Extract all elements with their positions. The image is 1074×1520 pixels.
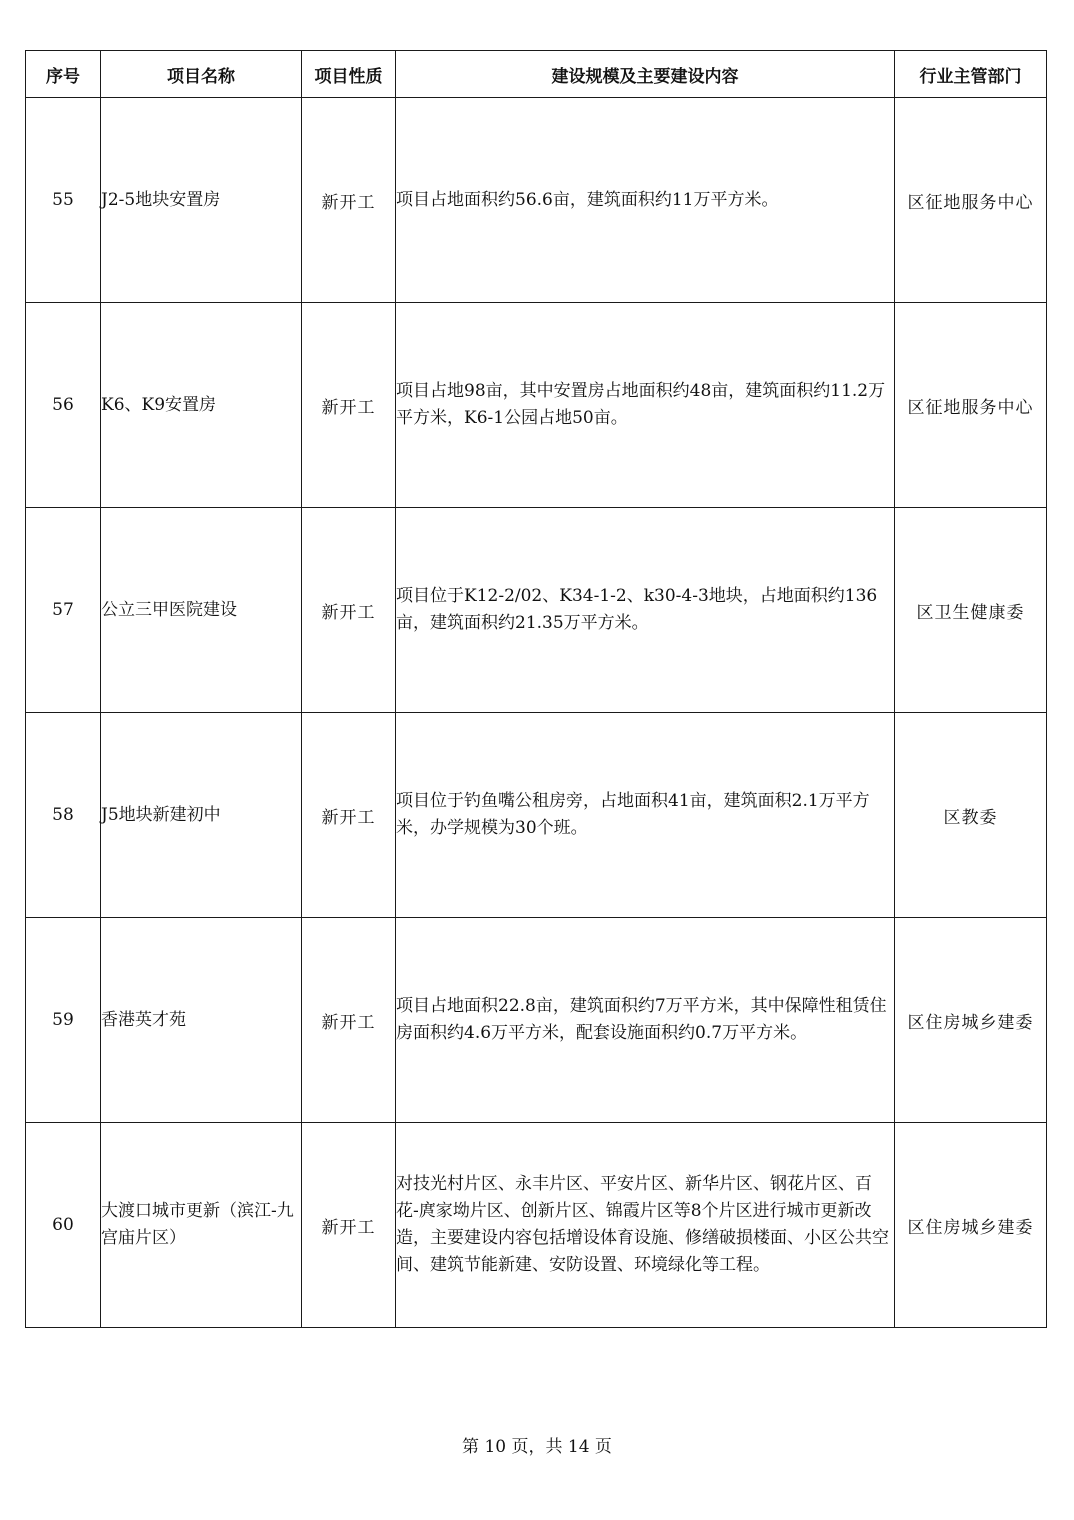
project-content: 项目位于钓鱼嘴公租房旁，占地面积41亩，建筑面积2.1万平方米，办学规模为30个班。 <box>396 713 895 918</box>
header-type: 项目性质 <box>302 51 396 98</box>
department: 区教委 <box>895 713 1047 918</box>
header-no: 序号 <box>26 51 101 98</box>
header-name: 项目名称 <box>101 51 302 98</box>
row-number: 56 <box>26 303 101 508</box>
project-content: 项目占地面积约56.6亩，建筑面积约11万平方米。 <box>396 98 895 303</box>
project-type: 新开工 <box>302 303 396 508</box>
header-row <box>26 51 1047 98</box>
department: 区征地服务中心 <box>895 98 1047 303</box>
table-row <box>26 303 1047 508</box>
department: 区住房城乡建委 <box>895 1123 1047 1328</box>
project-table <box>25 50 1047 1328</box>
project-type: 新开工 <box>302 713 396 918</box>
table-row <box>26 508 1047 713</box>
department: 区住房城乡建委 <box>895 918 1047 1123</box>
row-number: 57 <box>26 508 101 713</box>
header-content: 建设规模及主要建设内容 <box>396 51 895 98</box>
project-content: 项目占地98亩，其中安置房占地面积约48亩，建筑面积约11.2万平方米，K6-1公园占地50亩。 <box>396 303 895 508</box>
table-row <box>26 713 1047 918</box>
project-type: 新开工 <box>302 1123 396 1328</box>
header-dept: 行业主管部门 <box>895 51 1047 98</box>
department: 区征地服务中心 <box>895 303 1047 508</box>
project-type: 新开工 <box>302 98 396 303</box>
project-name: 公立三甲医院建设 <box>101 508 302 713</box>
row-number: 60 <box>26 1123 101 1328</box>
project-type: 新开工 <box>302 508 396 713</box>
project-content: 项目位于K12-2/02、K34-1-2、k30-4-3地块，占地面积约136亩，建筑面积约21.35万平方米。 <box>396 508 895 713</box>
table-row <box>26 918 1047 1123</box>
project-content: 项目占地面积22.8亩，建筑面积约7万平方米，其中保障性租赁住房面积约4.6万平方米，配套设施面积约0.7万平方米。 <box>396 918 895 1123</box>
project-type: 新开工 <box>302 918 396 1123</box>
project-name: K6、K9安置房 <box>101 303 302 508</box>
table-row <box>26 1123 1047 1328</box>
project-name: 香港英才苑 <box>101 918 302 1123</box>
row-number: 58 <box>26 713 101 918</box>
project-name: 大渡口城市更新（滨江-九宫庙片区） <box>101 1123 302 1328</box>
page-number: 第 10 页，共 14 页 <box>462 1437 612 1457</box>
row-number: 55 <box>26 98 101 303</box>
project-content: 对技光村片区、永丰片区、平安片区、新华片区、钢花片区、百花-庹家坳片区、创新片区、锦霞片区等8个片区进行城市更新改造，主要建设内容包括增设体育设施、修缮破损楼面、小区公共空间、建筑节能新建、安防设置、环境绿化等工程。 <box>396 1123 895 1328</box>
project-name: J5地块新建初中 <box>101 713 302 918</box>
project-name: J2-5地块安置房 <box>101 98 302 303</box>
table-row <box>26 98 1047 303</box>
department: 区卫生健康委 <box>895 508 1047 713</box>
row-number: 59 <box>26 918 101 1123</box>
